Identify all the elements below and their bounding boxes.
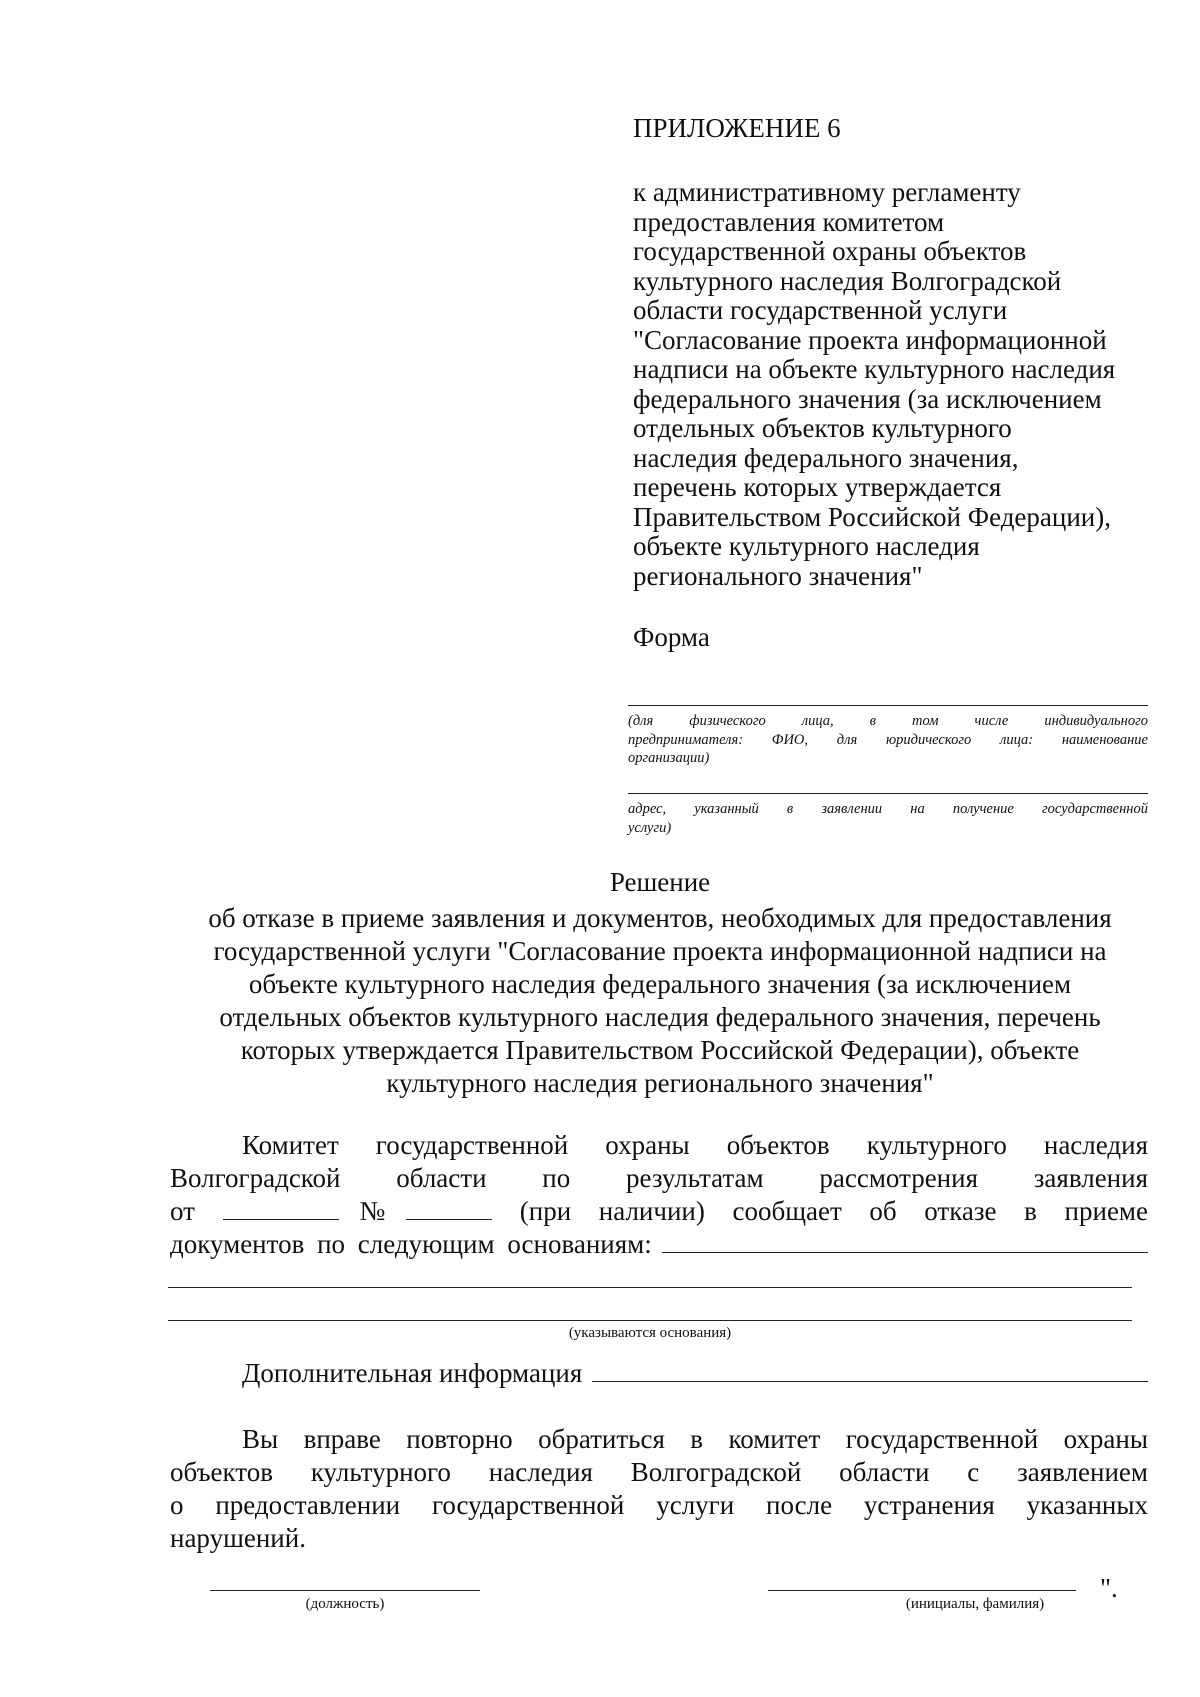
title-line: государственной услуги "Согласование проекта информационной надписи на [213, 936, 1107, 966]
hint-line: предпринимателя: ФИО, для юридического лица: наименование [628, 731, 1148, 748]
application-number-field[interactable] [406, 1197, 492, 1220]
regulation-line: надписи на объекте культурного наследия [633, 354, 1116, 384]
paragraph-line-grounds [170, 1228, 1148, 1261]
regulation-line: к административному регламенту [633, 177, 1021, 207]
position-signature-line[interactable] [210, 1590, 480, 1591]
title-line: которых утверждается Правительством Российской Федерации), объекте [240, 1035, 1080, 1065]
regulation-line: области государственной услуги [633, 295, 1008, 325]
position-hint: (должность) [305, 1596, 385, 1612]
form-label: Форма [633, 622, 710, 652]
title-line: отдельных объектов культурного наследия федерального значения, перечень [219, 1002, 1101, 1032]
regulation-line: регионального значения" [633, 560, 923, 591]
paragraph-text: (при наличии) сообщает об отказе в приеме [519, 1196, 1149, 1226]
regulation-line: культурного наследия Волгоградской [633, 265, 1062, 296]
regulation-line: предоставления комитетом [633, 206, 945, 237]
closing-quote: ". [1100, 1573, 1118, 1603]
title-line: об отказе в приеме заявления и документов, необходимых для предоставления [208, 903, 1112, 933]
regulation-line: федерального значения (за исключением [633, 383, 1102, 414]
regulation-line: государственной охраны объектов [633, 236, 1027, 266]
regulation-line: перечень которых утверждается [633, 472, 1002, 502]
grounds-line-2[interactable] [168, 1287, 1132, 1288]
additional-info-field[interactable] [592, 1359, 1148, 1382]
committee-paragraph [170, 1129, 1148, 1261]
hint-line: адрес, указанный в заявлении на получение государственной [628, 801, 1148, 817]
regulation-line: "Согласование проекта информационной [633, 324, 1107, 355]
hint-line: организации) [628, 750, 710, 766]
hint-line: (для физического лица, в том числе индивидуального [628, 713, 1148, 729]
grounds-line-3[interactable] [168, 1320, 1132, 1321]
paragraph-line-application [170, 1195, 1148, 1228]
name-signature-line[interactable] [768, 1590, 1076, 1591]
paragraph-line: Комитет государственной охраны объектов культурного наследия [242, 1130, 1148, 1160]
grounds-field[interactable] [662, 1230, 1148, 1253]
hint-line: услуги) [628, 819, 672, 836]
recipient-name-field[interactable] [628, 705, 1148, 768]
recipient-name-hint [628, 712, 1148, 768]
number-sign: № [338, 1196, 407, 1226]
recipient-address-hint [628, 800, 1148, 837]
paragraph-line: Вы вправе повторно обратиться в комитет государственной охраны [242, 1424, 1148, 1454]
decision-heading: Решение [609, 867, 711, 897]
notice-paragraph [170, 1423, 1148, 1555]
recipient-address-line [628, 793, 1148, 794]
recipient-name-line [628, 705, 1148, 706]
regulation-reference [633, 178, 1153, 591]
title-line: культурного наследия регионального значения" [386, 1068, 934, 1098]
decision-title [150, 902, 1170, 1100]
paragraph-line: объектов культурного наследия Волгоградской области с заявлением [170, 1457, 1148, 1487]
paragraph-line: Волгоградской области по результатам рассмотрения заявления [170, 1163, 1148, 1193]
regulation-line: Правительством Российской Федерации), [633, 501, 1111, 532]
regulation-line: наследия федерального значения, [633, 442, 1019, 473]
additional-info-row [170, 1357, 1148, 1390]
additional-info-label: Дополнительная информация [242, 1358, 583, 1388]
paragraph-line: нарушений. [170, 1523, 306, 1553]
grounds-label: документов по следующим основаниям: [170, 1229, 652, 1259]
name-hint: (инициалы, фамилия) [905, 1596, 1045, 1612]
recipient-address-field[interactable] [628, 793, 1148, 837]
regulation-line: объекте культурного наследия [633, 531, 980, 561]
title-line: объекте культурного наследия федерального значения (за исключением [248, 969, 1072, 999]
paragraph-line: о предоставлении государственной услуги после устранения указанных [170, 1490, 1148, 1520]
from-label: от [170, 1196, 195, 1226]
appendix-number: ПРИЛОЖЕНИЕ 6 [633, 113, 841, 143]
grounds-hint: (указываются основания) [568, 1325, 732, 1341]
application-date-field[interactable] [223, 1197, 339, 1220]
regulation-line: отдельных объектов культурного [633, 413, 1012, 443]
